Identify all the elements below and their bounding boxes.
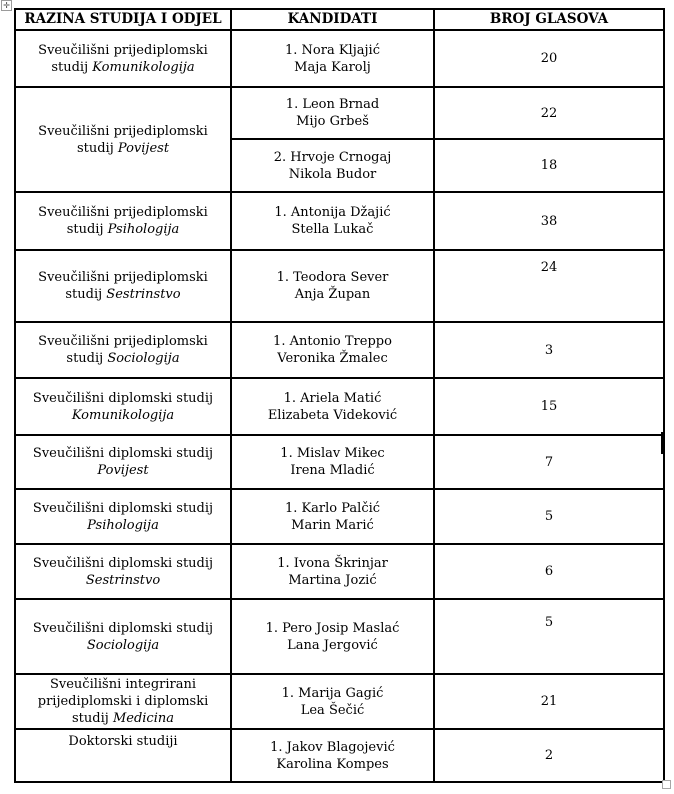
program-text: Sveučilišni prijediplomski	[38, 123, 208, 139]
program-cell[interactable]	[15, 250, 231, 322]
candidate-name: 1. Leon Brnad	[285, 97, 380, 112]
program-line	[19, 710, 227, 727]
candidate-name: Karolina Kompes	[276, 756, 389, 772]
program-cell[interactable]	[15, 322, 231, 378]
program-name-italic: Povijest	[97, 463, 149, 478]
program-text: prijediplomski i diplomski	[37, 694, 209, 709]
candidates-cell[interactable]	[231, 674, 434, 729]
votes-cell[interactable]: 22	[434, 87, 664, 139]
program-line	[19, 269, 227, 286]
header-row	[15, 9, 664, 30]
program-line	[19, 286, 227, 303]
results-table	[14, 8, 665, 783]
table-row	[15, 87, 664, 139]
candidates-cell[interactable]	[231, 322, 434, 378]
table-row	[15, 322, 664, 378]
program-text: studij	[51, 59, 93, 75]
table-row	[15, 489, 664, 544]
votes-cell[interactable]: 3	[434, 322, 664, 378]
program-line	[19, 407, 227, 424]
program-name-italic: Povijest	[117, 140, 170, 156]
votes-cell[interactable]: 2	[434, 729, 664, 782]
program-text: studij	[66, 351, 108, 366]
candidate-name: Maja Karolj	[294, 59, 371, 75]
program-line	[19, 693, 227, 710]
votes-cell[interactable]: 7	[434, 435, 664, 489]
program-text: studij	[72, 711, 113, 726]
program-text: Sveučilišni prijediplomski	[38, 270, 208, 285]
table-row	[15, 192, 664, 250]
program-cell[interactable]	[15, 87, 231, 192]
program-name-italic: Medicina	[112, 711, 174, 726]
table-row	[15, 674, 664, 729]
table-move-handle[interactable]	[1, 0, 12, 11]
candidates-cell[interactable]	[231, 192, 434, 250]
candidate-name: Martina Jozić	[288, 572, 377, 588]
program-name-italic: Komunikologija	[92, 59, 195, 75]
program-line	[19, 620, 227, 637]
program-line	[19, 572, 227, 589]
candidates-cell[interactable]	[231, 435, 434, 489]
candidate-name: 1. Antonija Džajić	[274, 205, 391, 220]
votes-cell[interactable]: 38	[434, 192, 664, 250]
table-resize-handle[interactable]	[662, 780, 671, 789]
table-row	[15, 378, 664, 435]
program-text: Sveučilišni prijediplomski	[38, 42, 208, 58]
program-text: Sveučilišni diplomski studij	[32, 446, 214, 461]
candidates-cell[interactable]	[231, 599, 434, 674]
program-line	[19, 221, 227, 238]
text-cursor-mark	[661, 432, 664, 454]
table-row	[15, 544, 664, 599]
program-line	[19, 350, 227, 367]
candidate-name: 1. Karlo Palčić	[284, 500, 381, 516]
candidate-name: Marin Marić	[291, 517, 374, 533]
header-broj-glasova[interactable]: BROJ GLASOVA	[434, 9, 664, 30]
program-line	[19, 637, 227, 654]
candidate-name: Lana Jergović	[287, 637, 378, 653]
table-row	[15, 30, 664, 87]
table-row	[15, 599, 664, 674]
candidates-cell[interactable]	[231, 87, 434, 139]
program-name-italic: Psihologija	[87, 517, 159, 533]
candidate-name: Lea Šečić	[300, 702, 365, 718]
program-cell[interactable]	[15, 435, 231, 489]
candidate-name: 1. Pero Josip Maslać	[265, 620, 400, 636]
header-kandidati[interactable]: KANDIDATI	[231, 9, 434, 30]
candidate-name: 1. Ivona Škrinjar	[277, 555, 388, 571]
program-cell[interactable]	[15, 378, 231, 435]
candidate-name: 2. Hrvoje Crnogaj	[273, 149, 392, 165]
program-line	[19, 445, 227, 462]
program-name-italic: Sestrinstvo	[106, 287, 181, 302]
candidate-name: Anja Župan	[294, 287, 371, 302]
program-name-italic: Sociologija	[86, 637, 160, 653]
program-cell[interactable]	[15, 674, 231, 729]
program-text: studij	[65, 287, 107, 302]
candidate-name: 1. Mislav Mikec	[280, 446, 385, 461]
program-cell[interactable]	[15, 30, 231, 87]
candidate-name: 1. Nora Kljajić	[285, 42, 380, 58]
candidate-name: Irena Mladić	[290, 463, 375, 478]
votes-cell[interactable]: 18	[434, 139, 664, 192]
votes-cell[interactable]: 6	[434, 544, 664, 599]
header-razina-studija[interactable]: RAZINA STUDIJA I ODJEL	[15, 9, 231, 30]
program-name-italic: Psihologija	[107, 222, 180, 237]
votes-cell[interactable]: 5	[434, 489, 664, 544]
program-cell[interactable]	[15, 192, 231, 250]
program-name-italic: Komunikologija	[71, 407, 175, 423]
votes-cell[interactable]: 5	[434, 599, 664, 674]
program-line	[19, 676, 227, 693]
votes-cell[interactable]: 15	[434, 378, 664, 435]
candidate-name: Mijo Grbeš	[296, 114, 369, 129]
candidate-name: Elizabeta Videković	[267, 407, 398, 423]
program-line	[19, 123, 227, 140]
program-text: Sveučilišni integrirani	[49, 677, 197, 692]
votes-cell[interactable]: 20	[434, 30, 664, 87]
program-cell[interactable]	[15, 729, 231, 782]
table-row	[15, 250, 664, 322]
candidates-cell[interactable]	[231, 489, 434, 544]
program-line	[19, 140, 227, 157]
candidates-cell[interactable]	[231, 30, 434, 87]
candidate-name: 1. Teodora Sever	[276, 270, 389, 285]
candidate-name: Veronika Žmalec	[277, 351, 388, 366]
candidates-cell[interactable]	[231, 250, 434, 322]
program-line	[19, 733, 227, 750]
candidate-name: 1. Jakov Blagojević	[270, 739, 395, 755]
program-line	[19, 517, 227, 534]
program-text: Sveučilišni diplomski studij	[32, 620, 214, 636]
program-text: Sveučilišni diplomski studij	[32, 555, 214, 571]
table-move-icon: ✛	[3, 0, 10, 10]
program-cell[interactable]	[15, 544, 231, 599]
program-line	[19, 333, 227, 350]
candidates-cell[interactable]	[231, 378, 434, 435]
program-cell[interactable]	[15, 489, 231, 544]
candidate-name: Stella Lukač	[291, 222, 374, 237]
candidates-cell[interactable]	[231, 544, 434, 599]
program-line	[19, 204, 227, 221]
program-name-italic: Sociologija	[107, 351, 180, 366]
candidate-name: 1. Antonio Treppo	[273, 334, 392, 349]
program-cell[interactable]	[15, 599, 231, 674]
program-text: Sveučilišni prijediplomski	[38, 205, 208, 220]
program-text: studij	[76, 140, 118, 156]
program-line	[19, 59, 227, 76]
candidates-cell[interactable]	[231, 729, 434, 782]
program-line	[19, 500, 227, 517]
program-text: Sveučilišni diplomski studij	[32, 390, 214, 406]
program-text: studij	[66, 222, 108, 237]
table-row	[15, 729, 664, 782]
candidate-name: 1. Marija Gagić	[281, 685, 384, 701]
program-name-italic: Sestrinstvo	[85, 572, 161, 588]
program-line	[19, 390, 227, 407]
program-line	[19, 555, 227, 572]
candidate-name: Nikola Budor	[288, 166, 377, 182]
program-line	[19, 462, 227, 479]
program-text: Doktorski studiji	[68, 734, 178, 749]
table-row	[15, 435, 664, 489]
votes-cell[interactable]: 21	[434, 674, 664, 729]
program-text: Sveučilišni prijediplomski	[38, 334, 208, 349]
votes-cell[interactable]: 24	[434, 250, 664, 322]
program-line	[19, 42, 227, 59]
program-text: Sveučilišni diplomski studij	[32, 500, 214, 516]
candidates-cell[interactable]	[231, 139, 434, 192]
candidate-name: 1. Ariela Matić	[283, 390, 382, 406]
